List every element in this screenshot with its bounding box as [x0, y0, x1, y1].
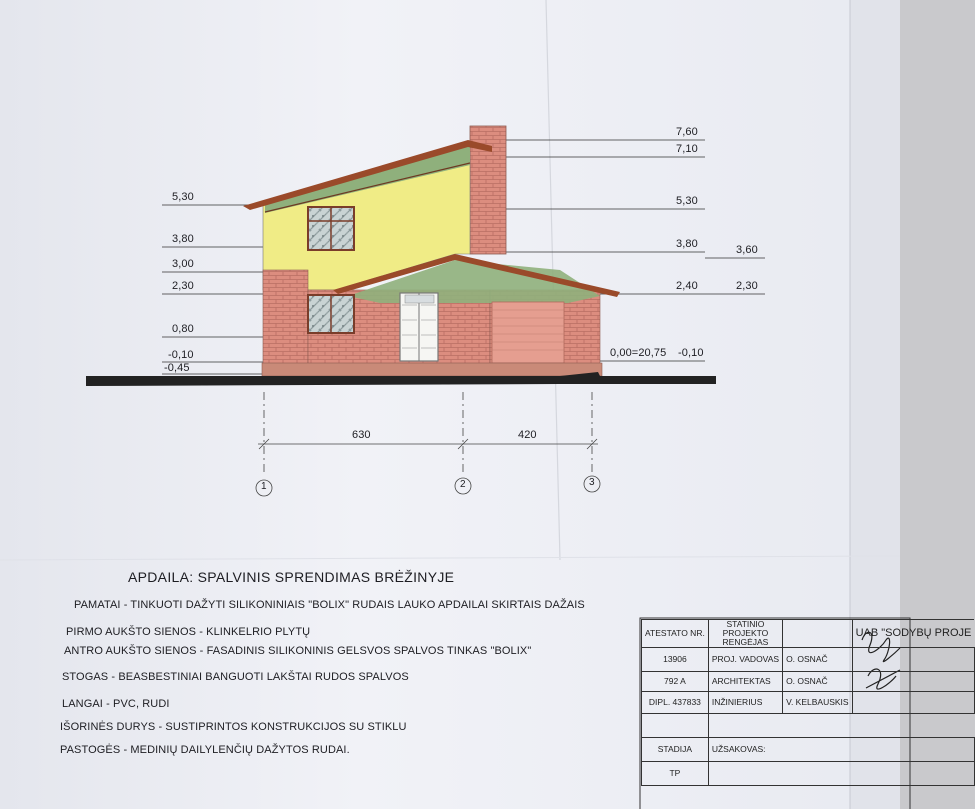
level-label: 2,30: [172, 280, 194, 292]
level-label: 5,30: [676, 195, 698, 207]
role: PROJ. VADOVAS: [708, 647, 782, 671]
finishes-line: ANTRO AUKŠTO SIENOS - FASADINIS SILIKONINIS GELSVOS SPALVOS TINKAS "BOLIX": [64, 645, 532, 657]
level-label: 0,80: [172, 323, 194, 335]
level-label: 7,60: [676, 126, 698, 138]
level-label: 2,30: [736, 280, 758, 292]
level-label: -0,45: [164, 362, 190, 374]
level-label: -0,10: [168, 349, 194, 361]
finishes-line: PIRMO AUKŠTO SIENOS - KLINKELRIO PLYTŲ: [66, 626, 311, 638]
level-label: 7,10: [676, 143, 698, 155]
axis-number: 2: [460, 479, 466, 490]
level-label: 3,00: [172, 258, 194, 270]
cert-number: 792 A: [642, 671, 709, 691]
person-name: O. OSNAČ: [783, 647, 853, 671]
cert-number: DIPL. 437833: [642, 691, 709, 713]
level-label: 2,40: [676, 280, 698, 292]
role: ARCHITEKTAS: [708, 671, 782, 691]
dimension-label: 420: [518, 429, 537, 441]
finishes-line: STOGAS - BEASBESTINIAI BANGUOTI LAKŠTAI RUDOS SPALVOS: [62, 671, 409, 683]
axis-number: 3: [589, 477, 595, 488]
finishes-line: PASTOGĖS - MEDINIŲ DAILYLENČIŲ DAŽYTOS RUDAI.: [60, 744, 350, 756]
finishes-line: LANGAI - PVC, RUDI: [62, 698, 170, 710]
level-label: 5,30: [172, 191, 194, 203]
level-label: 0,00=20,75: [610, 347, 667, 359]
finishes-line: PAMATAI - TINKUOTI DAŽYTI SILIKONINIAIS "BOLIX" RUDAIS LAUKO APDAILAI SKIRTAIS DAŽAIS: [74, 599, 585, 611]
preparer-header: STATINIO PROJEKTO RENGĖJAS: [708, 620, 782, 648]
person-name: O. OSNAČ: [783, 671, 853, 691]
finishes-line: IŠORINĖS DURYS - SUSTIPRINTOS KONSTRUKCIJOS SU STIKLU: [60, 721, 407, 733]
person-name: V. KELBAUSKIS: [783, 691, 853, 713]
axis-number: 1: [261, 481, 267, 492]
level-label: 3,80: [676, 238, 698, 250]
title-block: [641, 619, 975, 786]
firm-name: UAB "SODYBŲ PROJE: [852, 620, 974, 648]
client-label: UŽSAKOVAS:: [708, 737, 974, 761]
cert-header: ATESTATO NR.: [642, 620, 709, 648]
stage-value: TP: [642, 761, 709, 785]
level-label: 3,60: [736, 244, 758, 256]
level-label: -0,10: [678, 347, 704, 359]
stage-label: STADIJA: [642, 737, 709, 761]
finishes-heading: APDAILA: SPALVINIS SPRENDIMAS BRĖŽINYJE: [128, 569, 455, 585]
dimension-label: 630: [352, 429, 371, 441]
level-label: 3,80: [172, 233, 194, 245]
role: INŽINIERIUS: [708, 691, 782, 713]
cert-number: 13906: [642, 647, 709, 671]
